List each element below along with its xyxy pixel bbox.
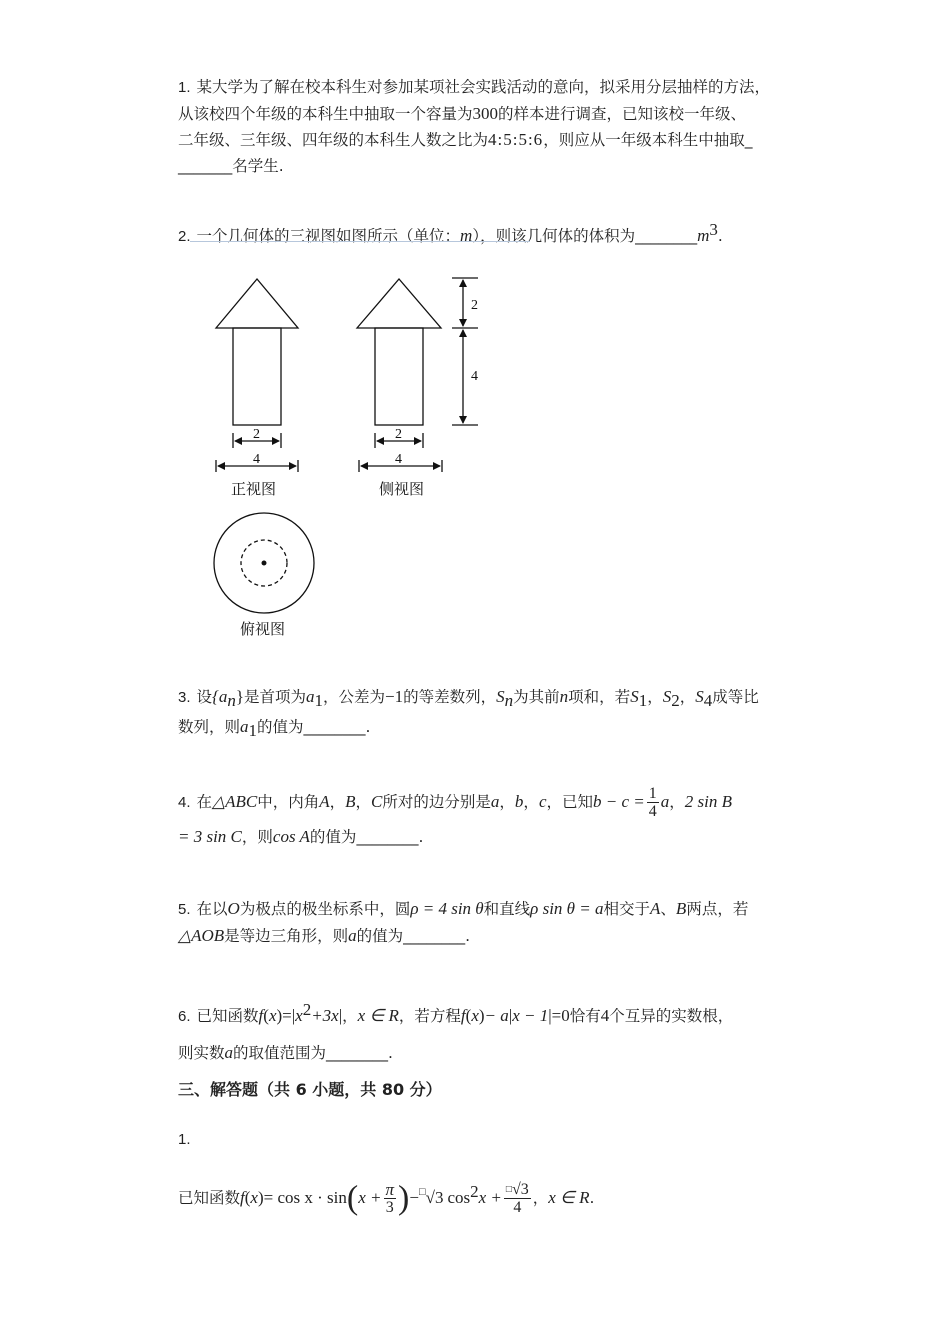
side-body [375,328,423,425]
front-dim-4: 4 [253,452,260,467]
problem-1: 已知函数f(x)= cos x · sin(x + $\frac{\pi}{3}$ )−□√3 $\cos^2x$ + $\frac{^□√3}{4}$ ，x ∈ R. [178,1179,595,1217]
q1-line-4: _______名学生. [178,153,818,179]
question-6 [178,992,838,1071]
top-view-label: 俯视图 [240,620,286,638]
q5-line-1: 5. 在以O为极点的极坐标系中，圆ρ = 4 sin θ和直线ρ sin θ = a相交于A、B两点，若 [178,899,749,918]
q1-line-2: 从该校四个年级的本科生中抽取一个容量为300的样本进行调查，已知该校一年级、 [178,104,747,123]
q2-answer-blank[interactable]: ________ [635,227,698,246]
question-2: 2. 一个几何体的三视图如图所示（单位：m），则该几何体的体积为$\_\_\_\_\_\_\_\_m^3$. [178,217,818,250]
side-dim-4: 4 [395,452,402,467]
question-1 [178,74,818,179]
q5-answer-blank[interactable]: ________ [403,927,466,945]
problem-1-number: 1. [178,1131,191,1148]
q1-line-1: 1. 某大学为了解在校本科生对参加某项社会实践活动的意向，拟采用分层抽样的方法， [178,78,771,96]
q3-number: 3. [178,689,191,706]
question-3 [178,684,838,744]
q6-number: 6. [178,1008,191,1026]
question-5 [178,896,838,949]
q1-number: 1. [178,79,191,96]
q4-answer-blank[interactable]: ________ [356,828,419,846]
side-roof [357,279,441,328]
q2-underline [190,241,530,242]
q2-number: 2. [178,228,191,246]
front-view-label: 正视图 [231,480,277,498]
side-view-label: 侧视图 [379,480,425,498]
q3-line-1: 3. 设$\{a_n\}$是首项为$a_1$，公差为−1的等差数列，$S_n$为其前n项和，若$S_1$，$S_2$，$S_4$成等比 [178,687,759,711]
p1-pi-fraction: $\frac{\pi}{3}$ [385,1180,395,1217]
dim-height-body: 4 [471,369,478,384]
q4-number: 4. [178,794,191,811]
front-roof [216,279,298,328]
side-dim-2: 2 [395,427,402,442]
section-title: 三、解答题（共 6 小题，共 80 分） [178,1080,442,1099]
q3-answer-blank[interactable]: ________ [303,718,366,737]
dim-height-top: 2 [471,298,478,313]
q5-number: 5. [178,901,191,918]
three-view-figure [195,270,515,650]
p1-sqrt-fraction: $\frac{^□√3}{4}$ [505,1181,529,1217]
front-body [233,328,281,425]
q3-line-2: 数列，则$a_1$的值为________. [178,714,838,744]
question-4 [178,785,838,854]
q4-line-1: 4. 在△ABC中，内角A，B，C所对的边分别是a，b，c，已知b − c = $\frac{1}{4}$ a，2 sin B [178,785,732,820]
front-dim-2: 2 [253,427,260,442]
q5-line-2: △AOB是等边三角形，则a的值为________. [178,923,838,949]
q6-answer-blank[interactable]: ________ [326,1044,389,1063]
q1-answer-blank[interactable]: _______ [178,157,233,175]
q1-line-3: 二年级、三年级、四年级的本科生人数之比为4:5:5:6，则应从一年级本科生中抽取_ [178,130,753,149]
top-center-dot [262,561,267,566]
q4-line-2: = 3 sin C，则cos A的值为________. [178,820,838,854]
q6-line-1: 6. 已知函数$f(x)=|x^2+3x|$，x ∈ R，若方程f(x)− a|x − 1|=0恰有4个互异的实数根， [178,1000,734,1026]
q4-fraction: $\frac{1}{4}$ [648,785,657,820]
q6-line-2: 则实数a的取值范围为________. [178,1035,838,1071]
